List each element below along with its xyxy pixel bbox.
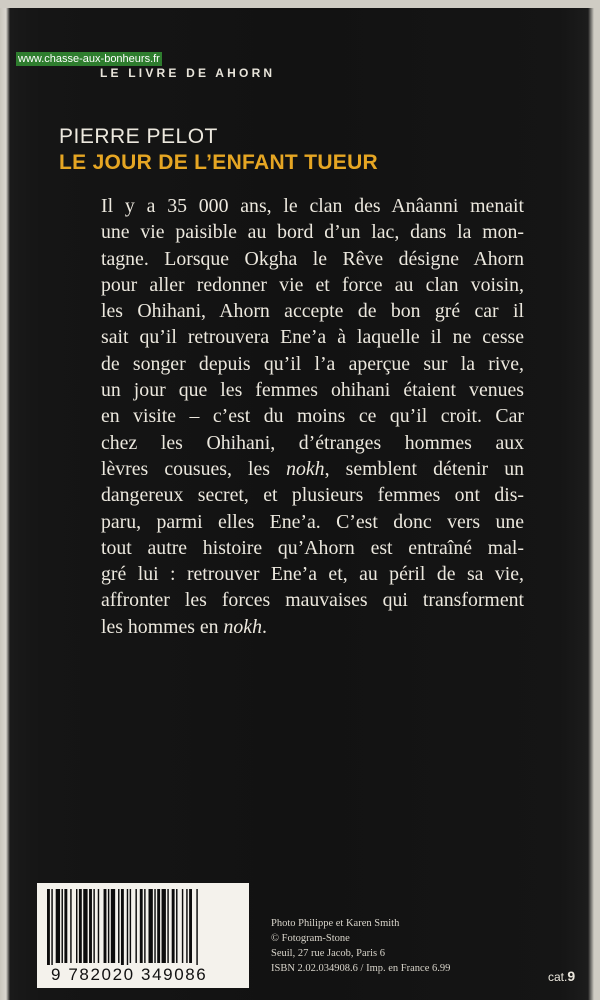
- barcode-bar: [79, 889, 82, 963]
- series-title: LE LIVRE DE AHORN: [100, 66, 276, 80]
- blurb-line: lèvres cousues, les nokh, semblent détenir un: [101, 457, 524, 480]
- barcode-bar: [154, 889, 155, 963]
- book-title: LE JOUR DE L’ENFANT TUEUR: [59, 151, 379, 174]
- barcode-bar: [93, 889, 94, 963]
- credit-agency: © Fotogram-Stone: [271, 933, 350, 944]
- barcode-bar: [76, 889, 77, 963]
- blurb-line: tagne. Lorsque Okgha le Rêve désigne Ahorn: [101, 247, 524, 270]
- barcode-bar: [89, 889, 92, 963]
- barcode-bar: [186, 889, 187, 963]
- barcode-digits: 9 782020 349086: [51, 965, 208, 984]
- barcode-bar: [51, 889, 52, 965]
- barcode-bars: [45, 889, 241, 965]
- italic-word: nokh: [223, 615, 262, 638]
- category-code: [548, 968, 575, 984]
- barcode-bar: [56, 889, 60, 963]
- barcode-bar: [140, 889, 143, 963]
- cover-edge: [0, 0, 600, 8]
- blurb-line: chez les Ohihani, d’étranges hommes aux: [101, 431, 524, 454]
- blurb-line: gré lui : retrouver Ene’a et, au péril de sa vie,: [101, 563, 524, 586]
- blurb-line: tout autre histoire qu’Ahorn est entraîné mal-: [101, 536, 524, 559]
- barcode-bar: [62, 889, 63, 963]
- barcode-bar: [135, 889, 136, 963]
- credit-publisher: Seuil, 27 rue Jacob, Paris 6: [271, 948, 386, 959]
- barcode-bar: [189, 889, 192, 963]
- barcode-bar: [47, 889, 50, 965]
- barcode-bar: [182, 889, 183, 963]
- blurb-line: paru, parmi elles Ene’a. C’est donc vers une: [101, 510, 524, 533]
- credits: [271, 916, 450, 976]
- barcode-bar: [149, 889, 153, 963]
- category-label: cat.: [548, 970, 568, 984]
- barcode-bar: [83, 889, 87, 963]
- blurb-line: affronter les forces mauvaises qui transforment: [101, 589, 524, 612]
- barcode-bar: [176, 889, 177, 963]
- author-name: PIERRE PELOT: [59, 125, 218, 148]
- barcode-bar: [127, 889, 128, 965]
- italic-word: nokh: [286, 457, 325, 480]
- barcode-bar: [196, 889, 197, 965]
- barcode-bar: [118, 889, 119, 963]
- barcode-bar: [64, 889, 67, 963]
- barcode-bar: [98, 889, 99, 963]
- barcode-bar: [144, 889, 145, 963]
- watermark-url: www.chasse-aux-bonheurs.fr: [18, 53, 160, 65]
- barcode-bar: [167, 889, 168, 963]
- blurb-line: les hommes en nokh.: [101, 615, 267, 638]
- blurb-line: dangereux secret, et plusieurs femmes ont dis-: [101, 484, 524, 507]
- blurb-line: les Ohihani, Ahorn accepte de bon gré car il: [101, 300, 524, 323]
- barcode-bar: [121, 889, 124, 965]
- blurb-line: en visite – c’est du moins ce qu’il croit. Car: [101, 405, 524, 428]
- barcode-bar: [172, 889, 175, 963]
- category-number: 9: [567, 968, 576, 984]
- barcode-bar: [108, 889, 109, 963]
- barcode-bar: [162, 889, 166, 963]
- barcode-bar: [104, 889, 107, 963]
- blurb-line: de songer depuis qu’il l’a aperçue sur la rive,: [101, 352, 524, 375]
- credit-isbn: ISBN 2.02.034908.6 / Imp. en France 6.99: [271, 963, 451, 974]
- blurb-line: sait qu’il retrouvera Ene’a à laquelle il ne cesse: [101, 326, 524, 349]
- blurb-line: Il y a 35 000 ans, le clan des Anâanni menait: [101, 195, 524, 217]
- barcode-bar: [70, 889, 71, 963]
- blurb-text: [101, 193, 524, 640]
- blurb-line: une vie paisible au bord d’un lac, dans la mon-: [101, 221, 524, 244]
- barcode: [37, 883, 249, 988]
- barcode-bar: [111, 889, 115, 963]
- credit-photo: Photo Philippe et Karen Smith: [271, 918, 400, 929]
- barcode-bar: [157, 889, 160, 963]
- blurb-line: pour aller redonner vie et force au clan voisin,: [101, 273, 524, 296]
- blurb-line: un jour que les femmes ohihani étaient venues: [101, 379, 524, 402]
- barcode-bar: [130, 889, 131, 963]
